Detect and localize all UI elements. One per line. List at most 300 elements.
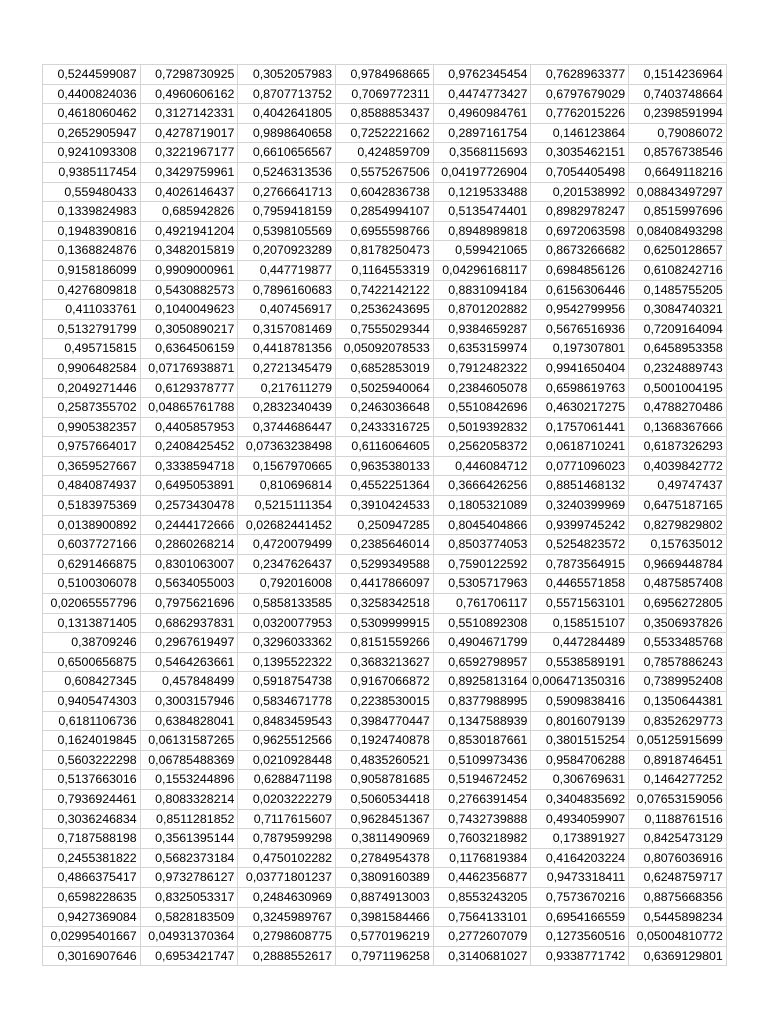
- table-cell[interactable]: 0,3157081469: [238, 319, 336, 339]
- table-cell[interactable]: 0,8511281852: [140, 809, 238, 829]
- table-cell[interactable]: 0,6598228635: [43, 887, 141, 907]
- table-cell[interactable]: 0,9732786127: [140, 868, 238, 888]
- table-cell[interactable]: 0,2766391454: [433, 789, 531, 809]
- table-cell[interactable]: 0,3809160389: [336, 868, 434, 888]
- table-cell[interactable]: 0,8918746451: [629, 750, 727, 770]
- table-cell[interactable]: 0,07653159056: [629, 789, 727, 809]
- table-cell[interactable]: 0,6956272805: [629, 594, 727, 614]
- table-cell[interactable]: 0,3561395144: [140, 829, 238, 849]
- table-cell[interactable]: 0,2897161754: [433, 123, 531, 143]
- table-cell[interactable]: 0,2854994107: [336, 202, 434, 222]
- table-cell[interactable]: 0,5025940064: [336, 378, 434, 398]
- table-cell[interactable]: 0,3984770447: [336, 711, 434, 731]
- table-cell[interactable]: 0,9941650404: [531, 358, 629, 378]
- table-cell[interactable]: 0,9405474303: [43, 692, 141, 712]
- table-cell[interactable]: 0,6984856126: [531, 260, 629, 280]
- table-cell[interactable]: 0,8553243205: [433, 887, 531, 907]
- table-cell[interactable]: 0,08843497297: [629, 182, 727, 202]
- table-cell[interactable]: 0,5060534418: [336, 789, 434, 809]
- table-cell[interactable]: 0,4417866097: [336, 574, 434, 594]
- table-cell[interactable]: 0,9669448784: [629, 554, 727, 574]
- table-cell[interactable]: 0,9473318411: [531, 868, 629, 888]
- table-cell[interactable]: 0,7762015226: [531, 104, 629, 124]
- table-cell[interactable]: 0,3910424533: [336, 496, 434, 516]
- table-cell[interactable]: 0,1368824876: [43, 241, 141, 261]
- table-cell[interactable]: 0,197307801: [531, 339, 629, 359]
- table-cell[interactable]: 0,5194672452: [433, 770, 531, 790]
- table-cell[interactable]: 0,6500656875: [43, 652, 141, 672]
- table-cell[interactable]: 0,0771096023: [531, 456, 629, 476]
- table-cell[interactable]: 0,6972063598: [531, 221, 629, 241]
- table-cell[interactable]: 0,5109973436: [433, 750, 531, 770]
- table-cell[interactable]: 0,8151559266: [336, 633, 434, 653]
- table-cell[interactable]: 0,9784968665: [336, 65, 434, 85]
- table-cell[interactable]: 0,146123864: [531, 123, 629, 143]
- table-cell[interactable]: 0,1219533488: [433, 182, 531, 202]
- table-cell[interactable]: 0,8083328214: [140, 789, 238, 809]
- table-cell[interactable]: 0,6364506159: [140, 339, 238, 359]
- table-cell[interactable]: 0,05125915699: [629, 731, 727, 751]
- table-cell[interactable]: 0,2408425452: [140, 437, 238, 457]
- table-cell[interactable]: 0,2888552617: [238, 946, 336, 966]
- table-cell[interactable]: 0,9757664017: [43, 437, 141, 457]
- table-cell[interactable]: 0,04865761788: [140, 398, 238, 418]
- table-cell[interactable]: 0,1624019845: [43, 731, 141, 751]
- table-cell[interactable]: 0,6797679029: [531, 84, 629, 104]
- table-cell[interactable]: 0,8948989818: [433, 221, 531, 241]
- table-cell[interactable]: 0,9584706288: [531, 750, 629, 770]
- table-cell[interactable]: 0,1464277252: [629, 770, 727, 790]
- table-cell[interactable]: 0,7959418159: [238, 202, 336, 222]
- table-cell[interactable]: 0,4278719017: [140, 123, 238, 143]
- table-cell[interactable]: 0,157635012: [629, 535, 727, 555]
- table-cell[interactable]: 0,9762345454: [433, 65, 531, 85]
- table-cell[interactable]: 0,5603222298: [43, 750, 141, 770]
- table-cell[interactable]: 0,4875857408: [629, 574, 727, 594]
- table-cell[interactable]: 0,1514236964: [629, 65, 727, 85]
- table-cell[interactable]: 0,8701202882: [433, 300, 531, 320]
- table-cell[interactable]: 0,0210928448: [238, 750, 336, 770]
- table-cell[interactable]: 0,2832340439: [238, 398, 336, 418]
- table-cell[interactable]: 0,006471350316: [531, 672, 629, 692]
- table-cell[interactable]: 0,306769631: [531, 770, 629, 790]
- table-cell[interactable]: 0,5834671778: [238, 692, 336, 712]
- table-cell[interactable]: 0,2463036648: [336, 398, 434, 418]
- table-cell[interactable]: 0,792016008: [238, 574, 336, 594]
- table-cell[interactable]: 0,7555029344: [336, 319, 434, 339]
- table-cell[interactable]: 0,04197726904: [433, 162, 531, 182]
- table-cell[interactable]: 0,2433316725: [336, 417, 434, 437]
- table-cell[interactable]: 0,4618060462: [43, 104, 141, 124]
- table-cell[interactable]: 0,3052057983: [238, 65, 336, 85]
- table-cell[interactable]: 0,173891927: [531, 829, 629, 849]
- table-cell[interactable]: 0,599421065: [433, 241, 531, 261]
- table-cell[interactable]: 0,4866375417: [43, 868, 141, 888]
- table-cell[interactable]: 0,4552251364: [336, 476, 434, 496]
- table-cell[interactable]: 0,8045404866: [433, 515, 531, 535]
- table-cell[interactable]: 0,9158186099: [43, 260, 141, 280]
- table-cell[interactable]: 0,4039842772: [629, 456, 727, 476]
- table-cell[interactable]: 0,8325053317: [140, 887, 238, 907]
- table-cell[interactable]: 0,7573670216: [531, 887, 629, 907]
- table-cell[interactable]: 0,3981584466: [336, 907, 434, 927]
- table-cell[interactable]: 0,2652905947: [43, 123, 141, 143]
- table-cell[interactable]: 0,7936924461: [43, 789, 141, 809]
- table-cell[interactable]: 0,3801515254: [531, 731, 629, 751]
- table-cell[interactable]: 0,5215111354: [238, 496, 336, 516]
- table-cell[interactable]: 0,5676516936: [531, 319, 629, 339]
- table-cell[interactable]: 0,9625512566: [238, 731, 336, 751]
- table-cell[interactable]: 0,8982978247: [531, 202, 629, 222]
- table-cell[interactable]: 0,8588853437: [336, 104, 434, 124]
- table-cell[interactable]: 0,6042836738: [336, 182, 434, 202]
- table-cell[interactable]: 0,3084740321: [629, 300, 727, 320]
- table-cell[interactable]: 0,3140681027: [433, 946, 531, 966]
- table-cell[interactable]: 0,02065557796: [43, 594, 141, 614]
- table-cell[interactable]: 0,05004810772: [629, 927, 727, 947]
- table-cell[interactable]: 0,4835260521: [336, 750, 434, 770]
- table-cell[interactable]: 0,08408493298: [629, 221, 727, 241]
- table-cell[interactable]: 0,9898640658: [238, 123, 336, 143]
- table-cell[interactable]: 0,7975621696: [140, 594, 238, 614]
- table-cell[interactable]: 0,5430882573: [140, 280, 238, 300]
- table-cell[interactable]: 0,0618710241: [531, 437, 629, 457]
- table-cell[interactable]: 0,5137663016: [43, 770, 141, 790]
- table-cell[interactable]: 0,6288471198: [238, 770, 336, 790]
- table-cell[interactable]: 0,7117615607: [238, 809, 336, 829]
- table-cell[interactable]: 0,9906482584: [43, 358, 141, 378]
- table-cell[interactable]: 0,2860268214: [140, 535, 238, 555]
- table-cell[interactable]: 0,5464263661: [140, 652, 238, 672]
- table-cell[interactable]: 0,4960606162: [140, 84, 238, 104]
- table-cell[interactable]: 0,3003157946: [140, 692, 238, 712]
- table-cell[interactable]: 0,02682441452: [238, 515, 336, 535]
- table-cell[interactable]: 0,3245989767: [238, 907, 336, 927]
- table-cell[interactable]: 0,5305717963: [433, 574, 531, 594]
- table-cell[interactable]: 0,2455381822: [43, 848, 141, 868]
- table-cell[interactable]: 0,8279829802: [629, 515, 727, 535]
- table-cell[interactable]: 0,6458953358: [629, 339, 727, 359]
- table-cell[interactable]: 0,6384828041: [140, 711, 238, 731]
- table-cell[interactable]: 0,7879599298: [238, 829, 336, 849]
- table-cell[interactable]: 0,7298730925: [140, 65, 238, 85]
- table-cell[interactable]: 0,2347626437: [238, 554, 336, 574]
- table-cell[interactable]: 0,4788270486: [629, 398, 727, 418]
- table-cell[interactable]: 0,3338594718: [140, 456, 238, 476]
- table-cell[interactable]: 0,8831094184: [433, 280, 531, 300]
- table-cell[interactable]: 0,1948390816: [43, 221, 141, 241]
- table-cell[interactable]: 0,6592798957: [433, 652, 531, 672]
- table-cell[interactable]: 0,5571563101: [531, 594, 629, 614]
- table-cell[interactable]: 0,02995401667: [43, 927, 141, 947]
- table-cell[interactable]: 0,4042641805: [238, 104, 336, 124]
- table-cell[interactable]: 0,2049271446: [43, 378, 141, 398]
- table-cell[interactable]: 0,6156306446: [531, 280, 629, 300]
- table-cell[interactable]: 0,3482015819: [140, 241, 238, 261]
- table-cell[interactable]: 0,5909838416: [531, 692, 629, 712]
- table-cell[interactable]: 0,3659527667: [43, 456, 141, 476]
- table-cell[interactable]: 0,9167066872: [336, 672, 434, 692]
- table-cell[interactable]: 0,04931370364: [140, 927, 238, 947]
- table-cell[interactable]: 0,3240399969: [531, 496, 629, 516]
- table-cell[interactable]: 0,7252221662: [336, 123, 434, 143]
- table-cell[interactable]: 0,7603218982: [433, 829, 531, 849]
- table-cell[interactable]: 0,5254823572: [531, 535, 629, 555]
- table-cell[interactable]: 0,9542799956: [531, 300, 629, 320]
- table-cell[interactable]: 0,79086072: [629, 123, 727, 143]
- table-cell[interactable]: 0,8483459543: [238, 711, 336, 731]
- table-cell[interactable]: 0,6248759717: [629, 868, 727, 888]
- table-cell[interactable]: 0,5246313536: [238, 162, 336, 182]
- table-cell[interactable]: 0,8707713752: [238, 84, 336, 104]
- table-cell[interactable]: 0,04296168117: [433, 260, 531, 280]
- table-cell[interactable]: 0,6116064605: [336, 437, 434, 457]
- table-cell[interactable]: 0,7590122592: [433, 554, 531, 574]
- table-cell[interactable]: 0,2772607079: [433, 927, 531, 947]
- table-cell[interactable]: 0,0138900892: [43, 515, 141, 535]
- table-cell[interactable]: 0,6369129801: [629, 946, 727, 966]
- table-cell[interactable]: 0,9909000961: [140, 260, 238, 280]
- table-cell[interactable]: 0,3404835692: [531, 789, 629, 809]
- table-cell[interactable]: 0,8076036916: [629, 848, 727, 868]
- table-cell[interactable]: 0,6108242716: [629, 260, 727, 280]
- table-cell[interactable]: 0,06785488369: [140, 750, 238, 770]
- table-cell[interactable]: 0,5770196219: [336, 927, 434, 947]
- table-cell[interactable]: 0,8301063007: [140, 554, 238, 574]
- table-cell[interactable]: 0,5682373184: [140, 848, 238, 868]
- table-cell[interactable]: 0,6862937831: [140, 613, 238, 633]
- table-cell[interactable]: 0,07363238498: [238, 437, 336, 457]
- table-cell[interactable]: 0,4840874937: [43, 476, 141, 496]
- table-cell[interactable]: 0,1805321089: [433, 496, 531, 516]
- table-cell[interactable]: 0,6649118216: [629, 162, 727, 182]
- table-cell[interactable]: 0,446084712: [433, 456, 531, 476]
- table-cell[interactable]: 0,3666426256: [433, 476, 531, 496]
- table-cell[interactable]: 0,2967619497: [140, 633, 238, 653]
- table-cell[interactable]: 0,49747437: [629, 476, 727, 496]
- table-cell[interactable]: 0,1188761516: [629, 809, 727, 829]
- table-cell[interactable]: 0,7564133101: [433, 907, 531, 927]
- table-cell[interactable]: 0,7054405498: [531, 162, 629, 182]
- table-cell[interactable]: 0,559480433: [43, 182, 141, 202]
- table-cell[interactable]: 0,4026146437: [140, 182, 238, 202]
- table-cell[interactable]: 0,3221967177: [140, 143, 238, 163]
- table-cell[interactable]: 0,685942826: [140, 202, 238, 222]
- table-cell[interactable]: 0,8178250473: [336, 241, 434, 261]
- table-cell[interactable]: 0,6955598766: [336, 221, 434, 241]
- table-cell[interactable]: 0,4405857953: [140, 417, 238, 437]
- table-cell[interactable]: 0,4934059907: [531, 809, 629, 829]
- table-cell[interactable]: 0,1924740878: [336, 731, 434, 751]
- table-cell[interactable]: 0,8673266682: [531, 241, 629, 261]
- table-cell[interactable]: 0,3035462151: [531, 143, 629, 163]
- table-cell[interactable]: 0,9635380133: [336, 456, 434, 476]
- table-cell[interactable]: 0,4465571858: [531, 574, 629, 594]
- table-cell[interactable]: 0,5132791799: [43, 319, 141, 339]
- table-cell[interactable]: 0,7187588198: [43, 829, 141, 849]
- table-cell[interactable]: 0,1339824983: [43, 202, 141, 222]
- table-cell[interactable]: 0,8874913003: [336, 887, 434, 907]
- table-cell[interactable]: 0,608427345: [43, 672, 141, 692]
- table-cell[interactable]: 0,3296033362: [238, 633, 336, 653]
- table-cell[interactable]: 0,4720079499: [238, 535, 336, 555]
- table-cell[interactable]: 0,447284489: [531, 633, 629, 653]
- table-cell[interactable]: 0,2398591994: [629, 104, 727, 124]
- table-cell[interactable]: 0,5510842696: [433, 398, 531, 418]
- table-cell[interactable]: 0,9427369084: [43, 907, 141, 927]
- table-cell[interactable]: 0,250947285: [336, 515, 434, 535]
- table-cell[interactable]: 0,2070923289: [238, 241, 336, 261]
- table-cell[interactable]: 0,761706117: [433, 594, 531, 614]
- table-cell[interactable]: 0,7896160683: [238, 280, 336, 300]
- table-cell[interactable]: 0,3744686447: [238, 417, 336, 437]
- table-cell[interactable]: 0,1395522322: [238, 652, 336, 672]
- table-cell[interactable]: 0,2587355702: [43, 398, 141, 418]
- table-cell[interactable]: 0,9385117454: [43, 162, 141, 182]
- table-cell[interactable]: 0,2766641713: [238, 182, 336, 202]
- table-cell[interactable]: 0,5001004195: [629, 378, 727, 398]
- table-cell[interactable]: 0,2562058372: [433, 437, 531, 457]
- table-cell[interactable]: 0,5309999915: [336, 613, 434, 633]
- table-cell[interactable]: 0,8875668356: [629, 887, 727, 907]
- table-cell[interactable]: 0,8515997696: [629, 202, 727, 222]
- table-cell[interactable]: 0,201538992: [531, 182, 629, 202]
- table-cell[interactable]: 0,447719877: [238, 260, 336, 280]
- table-cell[interactable]: 0,5828183509: [140, 907, 238, 927]
- table-cell[interactable]: 0,38709246: [43, 633, 141, 653]
- table-cell[interactable]: 0,7422142122: [336, 280, 434, 300]
- table-cell[interactable]: 0,7403748664: [629, 84, 727, 104]
- table-cell[interactable]: 0,4400824036: [43, 84, 141, 104]
- table-cell[interactable]: 0,5019392832: [433, 417, 531, 437]
- table-cell[interactable]: 0,1368367666: [629, 417, 727, 437]
- table-cell[interactable]: 0,5575267506: [336, 162, 434, 182]
- table-cell[interactable]: 0,9384659287: [433, 319, 531, 339]
- table-cell[interactable]: 0,2721345479: [238, 358, 336, 378]
- table-cell[interactable]: 0,9241093308: [43, 143, 141, 163]
- table-cell[interactable]: 0,5858133585: [238, 594, 336, 614]
- table-cell[interactable]: 0,8576738546: [629, 143, 727, 163]
- table-cell[interactable]: 0,6250128657: [629, 241, 727, 261]
- table-cell[interactable]: 0,5135474401: [433, 202, 531, 222]
- table-cell[interactable]: 0,3506937826: [629, 613, 727, 633]
- table-cell[interactable]: 0,6181106736: [43, 711, 141, 731]
- table-cell[interactable]: 0,7209164094: [629, 319, 727, 339]
- table-cell[interactable]: 0,8503774053: [433, 535, 531, 555]
- table-cell[interactable]: 0,5538589191: [531, 652, 629, 672]
- table-cell[interactable]: 0,8425473129: [629, 829, 727, 849]
- table-cell[interactable]: 0,3258342518: [336, 594, 434, 614]
- table-cell[interactable]: 0,8530187661: [433, 731, 531, 751]
- table-cell[interactable]: 0,5183975369: [43, 496, 141, 516]
- table-cell[interactable]: 0,6610656567: [238, 143, 336, 163]
- table-cell[interactable]: 0,1757061441: [531, 417, 629, 437]
- table-cell[interactable]: 0,5634055003: [140, 574, 238, 594]
- table-cell[interactable]: 0,1350644381: [629, 692, 727, 712]
- table-cell[interactable]: 0,6852853019: [336, 358, 434, 378]
- table-cell[interactable]: 0,1164553319: [336, 260, 434, 280]
- table-cell[interactable]: 0,2784954378: [336, 848, 434, 868]
- table-cell[interactable]: 0,5918754738: [238, 672, 336, 692]
- table-cell[interactable]: 0,6954166559: [531, 907, 629, 927]
- table-cell[interactable]: 0,8016079139: [531, 711, 629, 731]
- table-cell[interactable]: 0,4904671799: [433, 633, 531, 653]
- table-cell[interactable]: 0,6187326293: [629, 437, 727, 457]
- table-cell[interactable]: 0,810696814: [238, 476, 336, 496]
- table-cell[interactable]: 0,3050890217: [140, 319, 238, 339]
- table-cell[interactable]: 0,407456917: [238, 300, 336, 320]
- table-cell[interactable]: 0,1040049623: [140, 300, 238, 320]
- table-cell[interactable]: 0,158515107: [531, 613, 629, 633]
- table-cell[interactable]: 0,1347588939: [433, 711, 531, 731]
- table-cell[interactable]: 0,3683213627: [336, 652, 434, 672]
- table-cell[interactable]: 0,2384605078: [433, 378, 531, 398]
- table-cell[interactable]: 0,5244599087: [43, 65, 141, 85]
- table-cell[interactable]: 0,457848499: [140, 672, 238, 692]
- table-cell[interactable]: 0,06131587265: [140, 731, 238, 751]
- table-cell[interactable]: 0,05092078533: [336, 339, 434, 359]
- table-cell[interactable]: 0,1567970665: [238, 456, 336, 476]
- table-cell[interactable]: 0,3127142331: [140, 104, 238, 124]
- table-cell[interactable]: 0,7971196258: [336, 946, 434, 966]
- table-cell[interactable]: 0,2238530015: [336, 692, 434, 712]
- table-cell[interactable]: 0,0203222279: [238, 789, 336, 809]
- table-cell[interactable]: 0,07176938871: [140, 358, 238, 378]
- table-cell[interactable]: 0,4630217275: [531, 398, 629, 418]
- table-cell[interactable]: 0,6598619763: [531, 378, 629, 398]
- table-cell[interactable]: 0,6495053891: [140, 476, 238, 496]
- table-cell[interactable]: 0,1313871405: [43, 613, 141, 633]
- table-cell[interactable]: 0,8377988995: [433, 692, 531, 712]
- table-cell[interactable]: 0,5299349588: [336, 554, 434, 574]
- table-cell[interactable]: 0,8352629773: [629, 711, 727, 731]
- table-cell[interactable]: 0,2324889743: [629, 358, 727, 378]
- table-cell[interactable]: 0,4164203224: [531, 848, 629, 868]
- table-cell[interactable]: 0,217611279: [238, 378, 336, 398]
- table-cell[interactable]: 0,6475187165: [629, 496, 727, 516]
- table-cell[interactable]: 0,9628451367: [336, 809, 434, 829]
- table-cell[interactable]: 0,424859709: [336, 143, 434, 163]
- table-cell[interactable]: 0,4474773427: [433, 84, 531, 104]
- table-cell[interactable]: 0,2536243695: [336, 300, 434, 320]
- table-cell[interactable]: 0,3036246834: [43, 809, 141, 829]
- table-cell[interactable]: 0,2444172666: [140, 515, 238, 535]
- table-cell[interactable]: 0,03771801237: [238, 868, 336, 888]
- table-cell[interactable]: 0,4418781356: [238, 339, 336, 359]
- table-cell[interactable]: 0,1553244896: [140, 770, 238, 790]
- table-cell[interactable]: 0,5510892308: [433, 613, 531, 633]
- table-cell[interactable]: 0,4462356877: [433, 868, 531, 888]
- table-cell[interactable]: 0,7069772311: [336, 84, 434, 104]
- table-cell[interactable]: 0,1273560516: [531, 927, 629, 947]
- table-cell[interactable]: 0,7912482322: [433, 358, 531, 378]
- table-cell[interactable]: 0,5100306078: [43, 574, 141, 594]
- table-cell[interactable]: 0,2573430478: [140, 496, 238, 516]
- table-cell[interactable]: 0,7432739888: [433, 809, 531, 829]
- table-cell[interactable]: 0,6037727166: [43, 535, 141, 555]
- table-cell[interactable]: 0,9399745242: [531, 515, 629, 535]
- table-cell[interactable]: 0,8851468132: [531, 476, 629, 496]
- table-cell[interactable]: 0,5533485768: [629, 633, 727, 653]
- table-cell[interactable]: 0,495715815: [43, 339, 141, 359]
- table-cell[interactable]: 0,5445898234: [629, 907, 727, 927]
- table-cell[interactable]: 0,4921941204: [140, 221, 238, 241]
- table-cell[interactable]: 0,2385646014: [336, 535, 434, 555]
- table-cell[interactable]: 0,6353159974: [433, 339, 531, 359]
- table-cell[interactable]: 0,4960984761: [433, 104, 531, 124]
- table-cell[interactable]: 0,9905382357: [43, 417, 141, 437]
- table-cell[interactable]: 0,4750102282: [238, 848, 336, 868]
